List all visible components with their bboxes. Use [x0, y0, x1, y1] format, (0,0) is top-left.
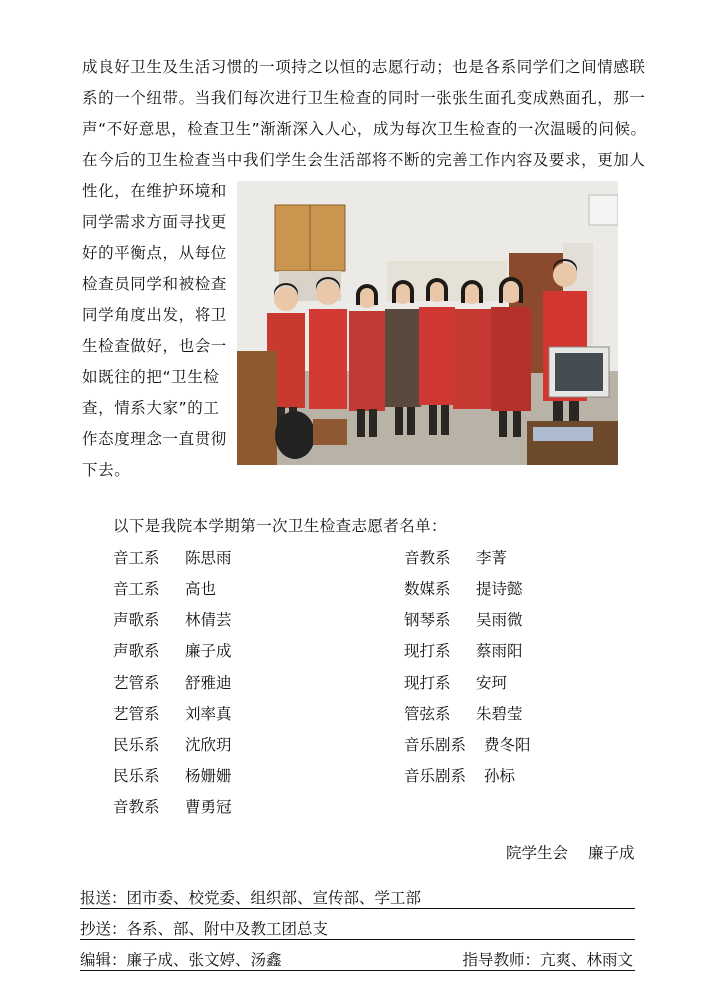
paragraph-side-line-1: 性化，在维护环境和: [82, 182, 227, 200]
department: 民乐系: [113, 767, 160, 785]
department: 音工系: [113, 580, 160, 598]
footer-advisor-label: 指导教师：: [462, 951, 540, 969]
footer-editor-label: 编辑：: [80, 951, 127, 969]
department: 钢琴系: [404, 611, 451, 629]
department: 音教系: [113, 798, 160, 816]
volunteer-name: 林倩芸: [185, 611, 232, 629]
paragraph-side-line-6: 生检查做好，也会一: [82, 337, 227, 355]
group-photo-illustration: [237, 181, 618, 465]
footer-cc-label: 抄送：: [80, 920, 127, 938]
footer-cc-value: 各系、部、附中及教工团总支: [126, 920, 329, 938]
volunteer-name: 曹勇冠: [185, 798, 232, 816]
department: 管弦系: [404, 705, 451, 723]
volunteer-name: 陈思雨: [185, 549, 232, 567]
volunteer-name: 刘率真: [185, 705, 232, 723]
paragraph-side-line-2: 同学需求方面寻找更: [82, 213, 227, 231]
paragraph-side-line-3: 好的平衡点，从每位: [82, 244, 227, 262]
volunteer-name: 高也: [185, 580, 217, 598]
paragraph-side-line-5: 同学角度出发，将卫: [82, 306, 227, 324]
paragraph-side-line-4: 检查员同学和被检查: [82, 275, 227, 293]
department: 现打系: [404, 674, 451, 692]
group-photo: [237, 181, 618, 465]
volunteer-name: 提诗懿: [476, 580, 523, 598]
paragraph-line-4: 在今后的卫生检查当中我们学生会生活部将不断的完善工作内容及要求，更加人: [82, 151, 646, 169]
footer-send-label: 报送：: [80, 889, 127, 907]
department: 艺管系: [113, 705, 160, 723]
department: 音工系: [113, 549, 160, 567]
department: 音乐剧系: [404, 767, 467, 785]
volunteer-name: 廉子成: [185, 642, 232, 660]
department: 民乐系: [113, 736, 160, 754]
paragraph-side-line-10: 下去。: [82, 461, 131, 479]
paragraph-side-line-7: 如既往的把“卫生检: [82, 368, 220, 386]
volunteer-name: 费冬阳: [484, 736, 531, 754]
volunteer-list-intro: 以下是我院本学期第一次卫生检查志愿者名单：: [113, 517, 447, 535]
footer-editor-value: 廉子成、张文婷、汤鑫: [126, 951, 282, 969]
department: 音乐剧系: [404, 736, 467, 754]
paragraph-line-1: 成良好卫生及生活习惯的一项持之以恒的志愿行动；也是各系同学们之间情感联: [82, 58, 646, 76]
footer-advisor: [462, 948, 633, 970]
signature-name: 廉子成: [588, 844, 635, 862]
paragraph-side-line-9: 作态度理念一直贯彻: [82, 430, 227, 448]
paragraph-line-3: 声“不好意思，检查卫生”渐渐深入人心，成为每次卫生检查的一次温暖的问候。: [82, 120, 647, 138]
volunteer-name: 孙标: [484, 767, 516, 785]
volunteer-name: 蔡雨阳: [476, 642, 523, 660]
volunteer-name: 杨姗姗: [185, 767, 232, 785]
department: 声歌系: [113, 611, 160, 629]
department: 声歌系: [113, 642, 160, 660]
footer-send-value: 团市委、校党委、组织部、宣传部、学工部: [126, 889, 422, 907]
signature-org: 院学生会: [506, 844, 569, 862]
paragraph-line-2: 系的一个纽带。当我们每次进行卫生检查的同时一张张生面孔变成熟面孔，那一: [82, 89, 646, 107]
department: 数媒系: [404, 580, 451, 598]
department: 现打系: [404, 642, 451, 660]
footer-advisor-value: 亢爽、林雨文: [539, 951, 633, 969]
volunteer-name: 舒雅迪: [185, 674, 232, 692]
department: 艺管系: [113, 674, 160, 692]
volunteer-name: 朱碧莹: [476, 705, 523, 723]
volunteer-name: 安珂: [476, 674, 508, 692]
footer-send-line: [80, 886, 635, 909]
signature: [506, 841, 635, 863]
volunteer-name: 沈欣玥: [185, 736, 232, 754]
footer-cc-line: [80, 917, 635, 940]
department: 音教系: [404, 549, 451, 567]
volunteer-name: 吴雨微: [476, 611, 523, 629]
paragraph-side-line-8: 查，情系大家”的工: [82, 399, 220, 417]
footer-editor-line: [80, 948, 635, 971]
volunteer-name: 李菁: [476, 549, 508, 567]
